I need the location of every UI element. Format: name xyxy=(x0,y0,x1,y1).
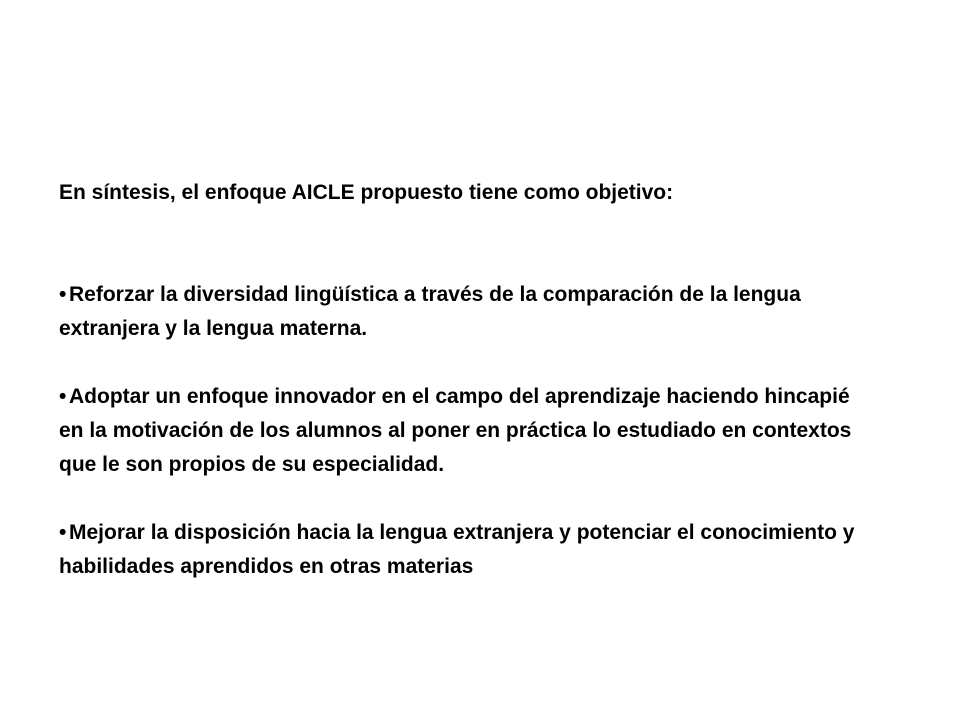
bullet-icon: • xyxy=(59,385,67,408)
list-item xyxy=(59,278,879,346)
list-item xyxy=(59,516,879,584)
list-item xyxy=(59,380,879,482)
bullet-text: Adoptar un enfoque innovador en el campo del aprendizaje haciendo hincapié en la motivación de los alumnos al poner en práctica lo estudiado en contextos que le son propios de su especialidad. xyxy=(59,385,852,476)
objectives-list xyxy=(59,278,879,584)
intro-text: En síntesis, el enfoque AICLE propuesto tiene como objetivo: xyxy=(59,181,674,204)
bullet-icon: • xyxy=(59,283,67,306)
slide-content xyxy=(59,176,879,584)
bullet-text: Reforzar la diversidad lingüística a través de la comparación de la lengua extranjera y la lengua materna. xyxy=(59,283,801,340)
bullet-text: Mejorar la disposición hacia la lengua extranjera y potenciar el conocimiento y habilidades aprendidos en otras materias xyxy=(59,521,855,578)
bullet-icon: • xyxy=(59,521,67,544)
